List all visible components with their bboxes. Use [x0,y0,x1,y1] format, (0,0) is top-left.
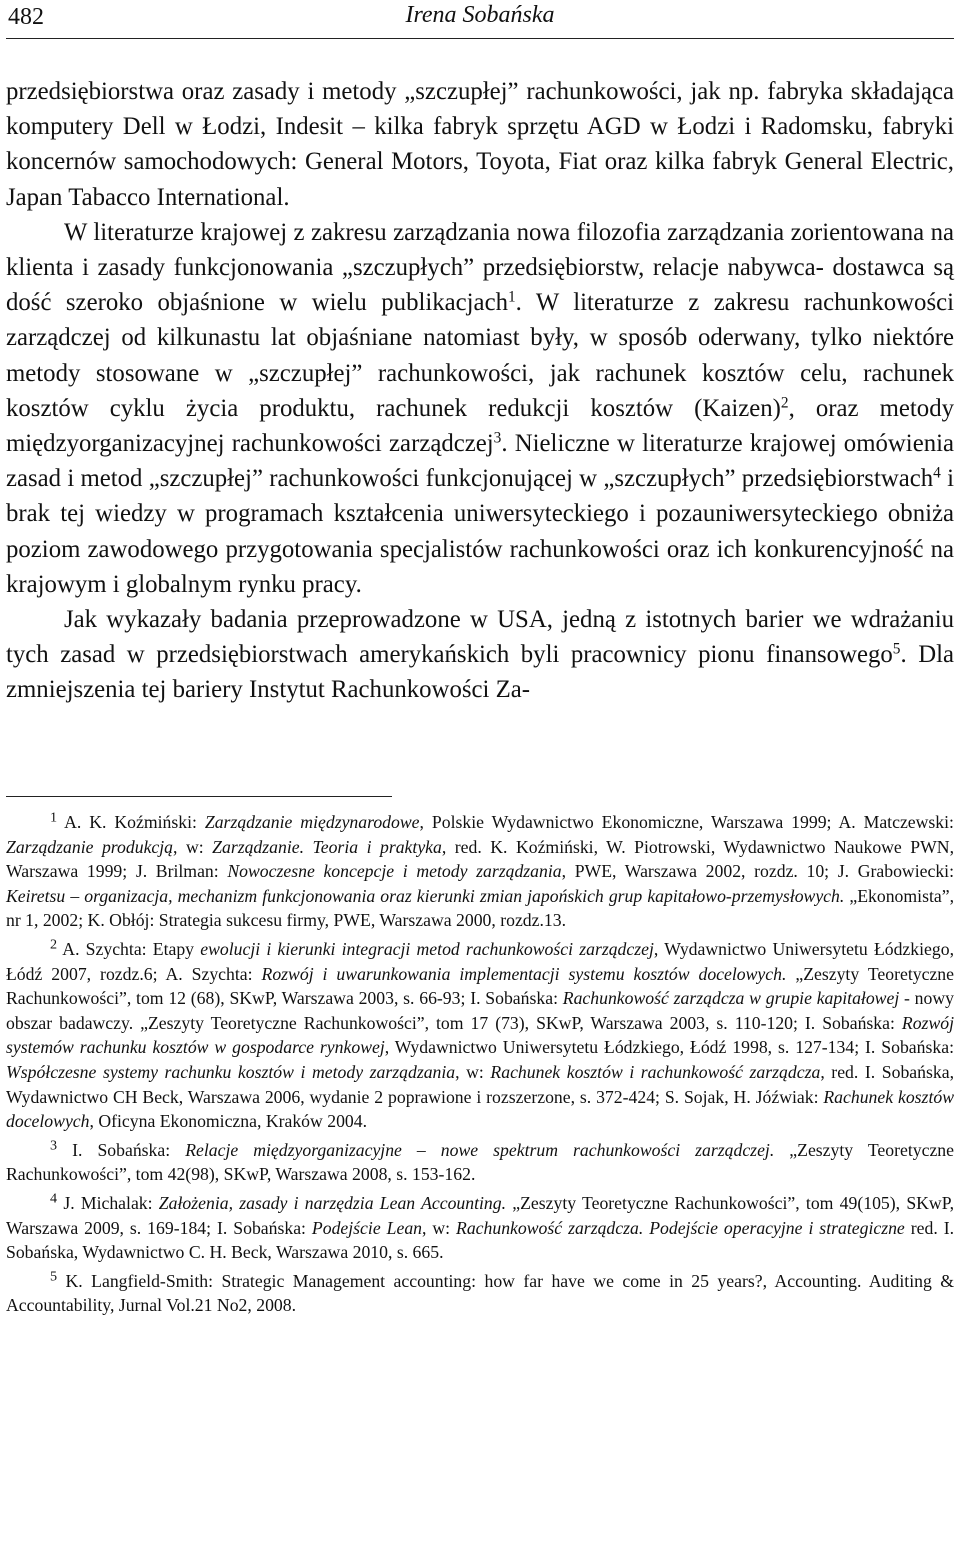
footnote-title: Rozwój i uwarunkowania implementacji systemu kosztów docelowych. [261,963,787,984]
footnote-title: Relacje międzyorganizacyjne – nowe spektrum rachunkowości zarządczej. [185,1139,775,1160]
paragraph-2-part: . W literaturze z zakresu rachunkowości zarządczej od kilkunastu lat objaśniane natomiast były, w sposób oderwany, tylko niektóre metody stosowane w „szczupłej” rachunkowości, jak rachunek kosztów celu, rachunek kosztów cyklu życia produktu, rachunek redukcji kosztów (Kaizen) [6,289,954,422]
footnote-text: „Zeszyty Teoretyczne Rachunkowości”, tom 12 (68), SKwP, Warszawa 2003, s. 66-93; I. Sobańska: [6,963,954,1009]
paragraph-3-part: Jak wykazały badania przeprowadzone w USA, jedną z istotnych barier we wdrażaniu tych zasad w przedsiębiorstwach amerykańskich byli pracownicy pionu finansowego [6,606,954,669]
footnote-text: „Zeszyty Teoretyczne Rachunkowości”, tom 49(105), SKwP, Warszawa 2009, s. 169-184; I. Sobańska: [6,1192,954,1238]
paragraph-2-part: . Nieliczne w literaturze krajowej omówienia zasad i metod „szczupłej” rachunkowości funkcjonującej w „szczupłych” przedsiębiorstwach [6,430,954,493]
footnote-ref-4[interactable]: 4 [933,464,941,482]
footnote-title: Podejście Lean [311,1217,423,1238]
paragraph-2-part: i brak tej wiedzy w programach kształcenia uniwersyteckiego i pozauniwersyteckiego obniża poziom zawodowego przygotowania specjalistów rachunkowości oraz ich konkurencyjność na krajowym i globalnym rynku pracy. [6,465,954,598]
footnote-text: I. Sobańska: [72,1139,186,1160]
footnote-text: , Oficyna Ekonomiczna, Kraków 2004. [89,1111,368,1132]
footnote-5 [6,1269,954,1318]
footnote-text: A. Szychta: Etapy [62,938,201,959]
footnote-text: A. K. Koźmiński: [64,812,205,832]
footnote-text: red. I. Sobańska, Wydawnictwo C. H. Beck, Warszawa 2010, s. 665. [6,1217,954,1263]
page-number: 482 [8,4,44,30]
footnote-number: 5 [50,1268,58,1285]
paragraph-3-part: . Dla zmniejszenia tej bariery Instytut Rachunkowości Za- [6,641,954,704]
footnote-text: , w: [455,1061,491,1082]
footnotes [6,810,954,1322]
footnote-title: Rachunkowość zarządcza. Podejście operacyjne i strategiczne [456,1217,905,1238]
footnote-ref-3[interactable]: 3 [493,429,502,447]
footnote-number: 1 [50,809,58,826]
footnote-text: K. Langfield-Smith: Strategic Management accounting: how far have we come in 25 years?, Accounting. Auditing & Accountability, Jurnal Vol.21 No2, 2008. [6,1270,954,1316]
footnote-text: , Wydawnictwo Uniwersytetu Łódzkiego, Łódź 1998, s. 127-134; I. Sobańska: [384,1037,954,1058]
footnote-4 [6,1191,954,1265]
footnote-title: ewolucji i kierunki integracji metod rachunkowości zarządczej [200,938,654,959]
footnote-1 [6,810,954,933]
footnote-text: - nowy obszar badawczy. „Zeszyty Teoretyczne Rachunkowości”, tom 17 (73), SKwP, Warszawa 2003, s. 110-120; I. Sobańska: [6,988,954,1033]
paragraph-1: przedsiębiorstwa oraz zasady i metody „szczupłej” rachunkowości, jak np. fabryka składająca komputery Dell w Łodzi, Indesit – kilka fabryk sprzętu AGD w Łodzi i Radomsku, fabryki koncernów samochodowych: General Motors, Toyota, Fiat oraz kilka fabryk General Electric, Japan Tabacco International. [6,78,954,211]
footnote-ref-5[interactable]: 5 [892,640,901,658]
footnote-title: Nowoczesne koncepcje i metody zarządzania [227,861,562,882]
footnote-text: J. Michalak: [63,1192,159,1213]
page-header [6,0,954,39]
footnote-text: , PWE, Warszawa 2002, rozdz. 10; J. Grabowiecki: [561,861,954,882]
footnote-3 [6,1138,954,1187]
footnote-title: Rachunek kosztów docelowych [6,1086,954,1132]
paragraph-2 [6,215,954,602]
footnote-text: , red. K. Koźmiński, W. Piotrowski, Wydawnictwo Naukowe PWN, Warszawa 1999; J. Brilman: [6,836,955,882]
paragraph-2-part: , oraz metody międzyorganizacyjnej rachunkowości zarządczej [6,394,954,458]
footnote-title: Zarządzanie produkcją [6,836,174,857]
body-text [6,74,954,708]
footnote-number: 3 [50,1137,58,1154]
running-head-author: Irena Sobańska [405,2,555,28]
footnote-title: Zarządzanie. Teoria i praktyka [212,836,442,857]
footnote-title: Współczesne systemy rachunku kosztów i metody zarządzania [6,1061,456,1082]
paragraph-2-part: W literaturze krajowej z zakresu zarządzania nowa filozofia zarządzania zorientowana na klienta i zasady funkcjonowania „szczupłych” przedsiębiorstw, relacje nabywca- dostawca są dość szeroko objaśnione w wielu publikacjach [6,218,954,317]
paragraph-3 [6,602,954,708]
footnote-text: , w: [173,836,213,857]
footnote-title: Keiretsu – organizacja, mechanizm funkcjonowania oraz kierunki zmian japońskich grup kapitałowo-przemysłowych. [6,885,845,906]
footnote-title: Rachunkowość zarządcza w grupie kapitałowej [562,988,900,1009]
footnote-title: Rachunek kosztów i rachunkowość zarządcza [490,1061,821,1082]
footnote-title: Zarządzanie międzynarodowe [204,812,420,832]
footnote-ref-2[interactable]: 2 [780,394,789,412]
footnote-ref-1[interactable]: 1 [507,288,516,306]
footnote-number: 4 [50,1190,58,1207]
footnote-number: 2 [50,936,58,953]
footnote-text: „Ekonomista”, nr 1, 2002; K. Obłój: Strategia sukcesu firmy, PWE, Warszawa 2000, rozdz.13. [6,885,954,931]
footnote-text: , Wydawnictwo Uniwersytetu Łódzkiego, Łódź 2007, rozdz.6; A. Szychta: [6,938,955,984]
footnote-text: , red. I. Sobańska, Wydawnictwo CH Beck, Warszawa 2006, wydanie 2 poprawione i rozszerzone, s. 372-424; S. Sojak, H. Jóźwiak: [6,1061,954,1107]
footnote-title: Założenia, zasady i narzędzia Lean Accounting. [158,1192,507,1213]
footnote-separator [6,796,392,797]
footnote-text: , w: [422,1217,457,1238]
footnote-2 [6,937,954,1134]
footnote-text: , Polskie Wydawnictwo Ekonomiczne, Warszawa 1999; A. Matczewski: [419,812,954,832]
footnote-text: „Zeszyty Teoretyczne Rachunkowości”, tom 42(98), SKwP, Warszawa 2008, s. 153-162. [6,1139,954,1185]
footnote-title: Rozwój systemów rachunku kosztów w gospodarce rynkowej [6,1012,954,1058]
